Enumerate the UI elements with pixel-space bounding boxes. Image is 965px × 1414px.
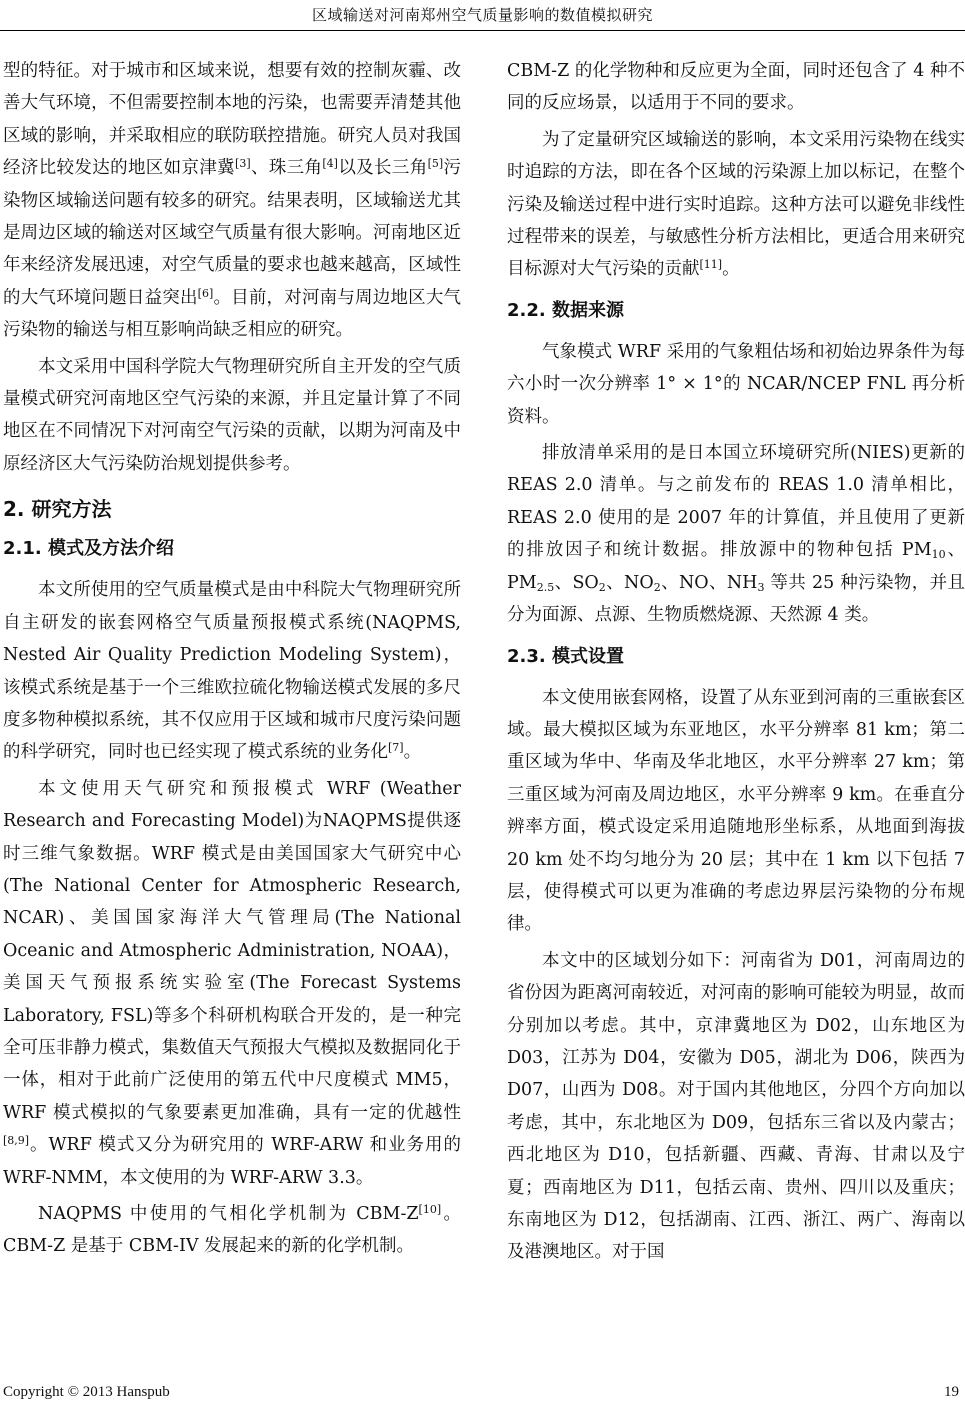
paragraph: 本文所使用的空气质量模式是由中科院大气物理研究所自主研发的嵌套网格空气质量预报模式系统(NAQPMS, Nested Air Quality Prediction Modeling System)，该模式系统是基于一个三维欧拉硫化物输送模式发展的多尺度多物种模拟系统，其不仅应用于区域和城市尺度污染问题的科学研究，同时也已经实现了模式系统的业务化[7]。: [3, 580, 461, 763]
paragraph: 为了定量研究区域输送的影响，本文采用污染物在线实时追踪的方法，即在各个区域的污染源上加以标记，在整个污染及输送过程中进行实时追踪。这种方法可以避免非线性过程带来的误差，与敏感性分析方法相比，更适合用来研究目标源对大气污染的贡献[11]。: [507, 129, 965, 280]
citation: [10]: [418, 1203, 442, 1216]
citation: [6]: [197, 286, 214, 300]
section-heading: 2. 研究方法: [3, 497, 112, 522]
paragraph: 本文使用嵌套网格，设置了从东亚到河南的三重嵌套区域。最大模拟区域为东亚地区，水平分辨率 81 km；第二重区域为华中、华南及华北地区，水平分辨率 27 km；第三重区域为河南及周边地区，水平分辨率 9 km。在垂直分辨率方面，模式设定采用追随地形坐标系，从地面到海拔 20 km 处不均匀地分为 20 层；其中在 1 km 以下包括 7 层，使得模式可以更为准确的考虑边界层污染物的分布规律。: [507, 687, 965, 935]
citation: [5]: [427, 157, 444, 171]
citation: [4]: [322, 157, 338, 171]
left-column: [3, 55, 461, 1263]
copyright-text: Copyright © 2013 Hanspub: [3, 1384, 170, 1400]
citation: [3]: [235, 157, 251, 171]
header-rule: [0, 30, 965, 31]
paragraph: 本文中的区域划分如下：河南省为 D01，河南周边的省份因为距离河南较近，对河南的影响可能较为明显，故而分别加以考虑。其中，京津冀地区为 D02，山东地区为 D03，江苏为 D04，安徽为 D05，湖北为 D06，陕西为 D07，山西为 D08。对于国内其他地区，分四个方向加以考虑，其中，东北地区为 D09，包括东三省以及内蒙古；西北地区为 D10，包括新疆、西藏、青海、甘肃以及宁夏；西南地区为 D11，包括云南、贵州、四川以及重庆；东南地区为 D12，包括湖南、江西、浙江、两广、海南以及港澳地区。对于国: [507, 950, 965, 1263]
paragraph: 气象模式 WRF 采用的气象粗估场和初始边界条件为每六小时一次分辨率 1° × 1°的 NCAR/NCEP FNL 再分析资料。: [507, 341, 965, 427]
paragraph: NAQPMS 中使用的气相化学机制为 CBM-Z[10]。CBM-Z 是基于 CBM-IV 发展起来的新的化学机制。: [3, 1203, 462, 1257]
paragraph: 本文采用中国科学院大气物理研究所自主开发的空气质量模式研究河南地区空气污染的来源，并且定量计算了不同地区在不同情况下对河南空气污染的贡献，以期为河南及中原经济区大气污染防治规划提供参考。: [3, 356, 461, 474]
running-header: 区域输送对河南郑州空气质量影响的数值模拟研究: [311, 6, 653, 24]
right-column: [507, 55, 965, 1269]
paragraph: 排放清单采用的是日本国立环境研究所(NIES)更新的 REAS 2.0 清单。与之前发布的 REAS 1.0 清单相比，REAS 2.0 使用的是 2007 年的计算值，并且使用了更新的排放因子和统计数据。排放源中的物种包括 $PM_{10}$、$PM_{2.5}$、$SO_2$、$NO_2$、NO、$NH_3$ 等共 25 种污染物，并且分为面源、点源、生物质燃烧源、天然源 4 类。: [507, 443, 965, 626]
paragraph: 本文使用天气研究和预报模式 WRF (Weather Research and Forecasting Model)为NAQPMS提供逐时三维气象数据。WRF 模式是由美国国家大气研究中心(The National Center for Atmospheric Research, NCAR)、美国国家海洋大气管理局(The National Oceanic and Atmospheric Administration, NOAA)，美国天气预报系统实验室(The Forecast Systems Laboratory, FSL)等多个科研机构联合开发的，是一种完全可压非静力模式，集数值天气预报大气模拟及数据同化于一体，相对于此前广泛使用的第五代中尺度模式 MM5，WRF 模式模拟的气象要素更加准确，具有一定的优越性[8,9]。WRF 模式又分为研究用的 WRF-ARW 和业务用的 WRF-NMM，本文使用的为 WRF-ARW 3.3。: [3, 778, 461, 1188]
subsection-heading: 2.2. 数据来源: [507, 299, 624, 321]
subsection-heading: 2.3. 模式设置: [507, 645, 624, 667]
subsection-heading: 2.1. 模式及方法介绍: [3, 538, 174, 560]
paragraph: CBM-Z 的化学物种和反应更为全面，同时还包含了 4 种不同的反应场景，以适用于不同的要求。: [507, 61, 965, 114]
paragraph: 型的特征。对于城市和区域来说，想要有效的控制灰霾、改善大气环境，不但需要控制本地的污染，也需要弄清楚其他区域的影响，并采取相应的联防联控措施。研究人员对我国经济比较发达的地区如京津冀[3]、珠三角[4]以及长三角[5]污染物区域输送问题有较多的研究。结果表明，区域输送尤其是周边区域的输送对区域空气质量有很大影响。河南地区近年来经济发展迅速，对空气质量的要求也越来越高，区域性的大气环境问题日益突出[6]。目前，对河南与周边地区大气污染物的输送与相互影响尚缺乏相应的研究。: [3, 61, 462, 341]
page-number: 19: [944, 1384, 959, 1400]
citation: [11]: [699, 258, 723, 272]
citation: [7]: [388, 741, 404, 755]
citation: [8,9]: [3, 1134, 30, 1148]
